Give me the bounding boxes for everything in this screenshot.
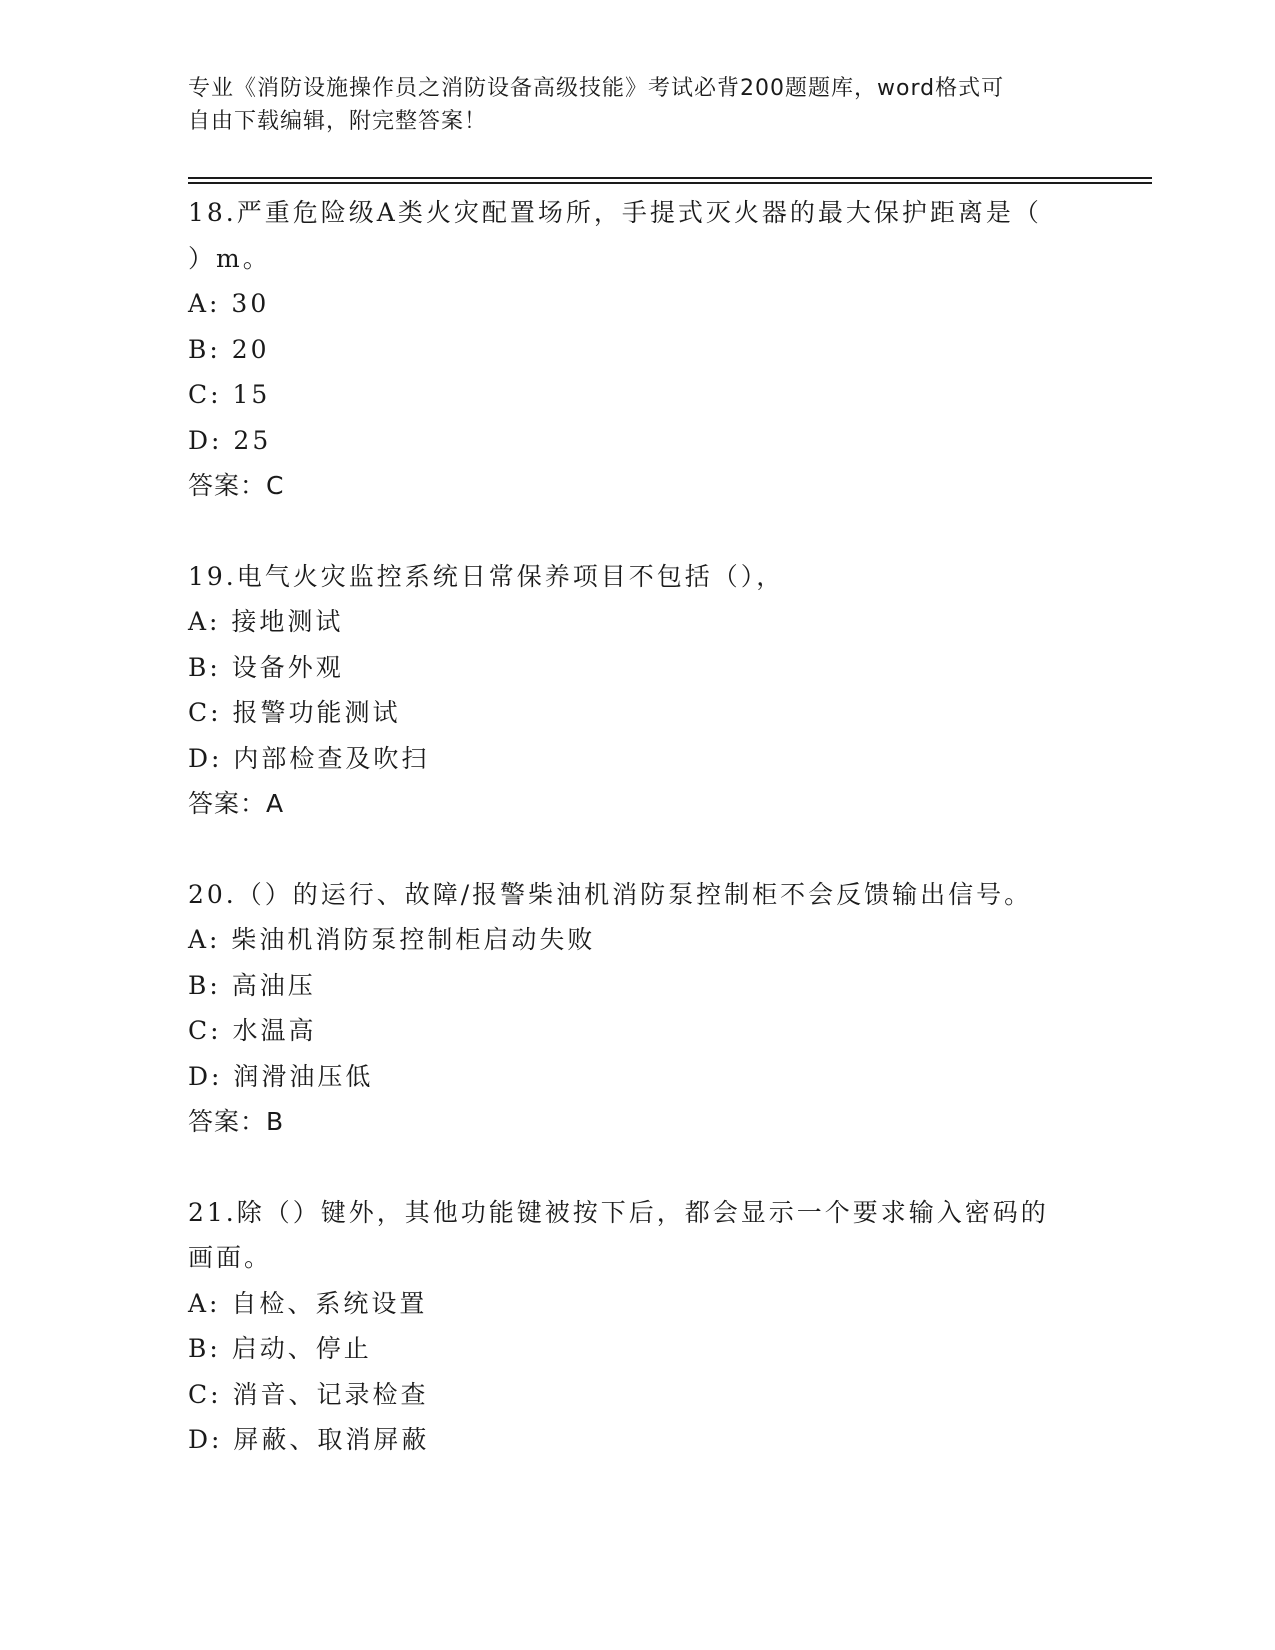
question-spacer — [188, 827, 1088, 872]
option-b: B: 20 — [188, 334, 270, 364]
header-line-1: 专业《消防设施操作员之消防设备高级技能》考试必背200题题库，word格式可 — [188, 76, 1005, 101]
answer-line: 答案：A — [188, 789, 285, 818]
header-line-2: 自由下载编辑，附完整答案！ — [188, 109, 488, 134]
header-divider-bottom — [188, 182, 1152, 184]
answer-line: 答案：C — [188, 471, 285, 500]
question-stem: 19.电气火灾监控系统日常保养项目不包括（）， — [188, 561, 785, 591]
answer-line: 答案：B — [188, 1107, 285, 1136]
question-spacer — [188, 509, 1088, 554]
option-a: A: 30 — [188, 289, 270, 318]
option-d: D: 25 — [188, 425, 272, 455]
question-item — [188, 190, 1088, 509]
question-stem: 21.除（）键外，其他功能键被按下后，都会显示一个要求输入密码的 — [188, 1197, 1049, 1227]
document-header — [188, 72, 1088, 138]
header-divider-top — [188, 177, 1152, 179]
question-item — [188, 554, 1088, 827]
option-a: A: 自检、系统设置 — [188, 1288, 428, 1318]
option-c: C: 消音、记录检查 — [188, 1379, 429, 1409]
question-item — [188, 1190, 1088, 1463]
question-stem-continued: ）m。 — [188, 243, 271, 273]
question-item — [188, 872, 1088, 1145]
question-stem: 20.（）的运行、故障/报警柴油机消防泵控制柜不会反馈输出信号。 — [188, 879, 1033, 909]
option-b: B: 高油压 — [188, 970, 316, 1000]
option-c: C: 报警功能测试 — [188, 698, 401, 727]
question-list — [188, 190, 1088, 1463]
option-c: C: 水温高 — [188, 1016, 317, 1045]
question-stem: 18.严重危险级A类火灾配置场所，手提式灭火器的最大保护距离是（ — [188, 198, 1042, 227]
question-stem-continued: 画面。 — [188, 1243, 273, 1272]
option-c: C: 15 — [188, 380, 271, 409]
option-d: D: 屏蔽、取消屏蔽 — [188, 1425, 430, 1454]
option-b: B: 设备外观 — [188, 652, 344, 682]
question-spacer — [188, 1145, 1088, 1190]
option-d: D: 内部检查及吹扫 — [188, 743, 430, 773]
option-a: A: 接地测试 — [188, 607, 344, 636]
option-b: B: 启动、停止 — [188, 1334, 372, 1363]
option-a: A: 柴油机消防泵控制柜启动失败 — [188, 925, 596, 954]
option-d: D: 润滑油压低 — [188, 1061, 374, 1091]
